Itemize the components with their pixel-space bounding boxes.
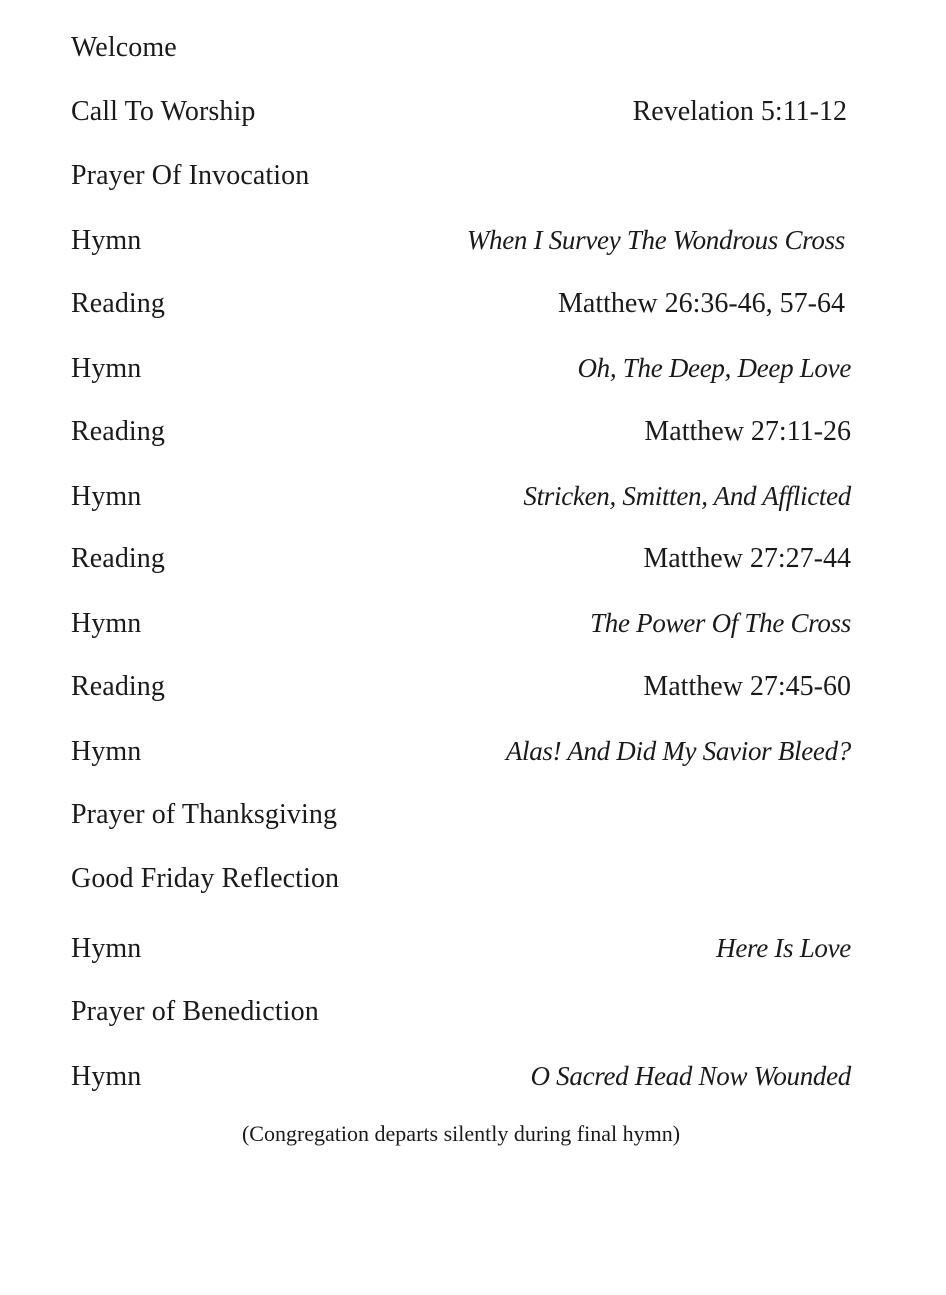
hymn-title: Stricken, Smitten, And Afflicted — [523, 481, 851, 511]
service-item-hymn — [71, 1056, 851, 1096]
scripture-reference: Matthew 27:27-44 — [643, 543, 851, 574]
service-item-label: Hymn — [71, 736, 142, 767]
service-item-label: Reading — [71, 671, 166, 702]
scripture-reference: Matthew 27:45-60 — [643, 671, 851, 702]
service-item-label: Prayer Of Invocation — [71, 160, 310, 191]
service-item-call-to-worship — [71, 92, 851, 132]
service-item-label: Prayer of Thanksgiving — [71, 799, 338, 830]
service-item-label: Call To Worship — [71, 96, 256, 127]
service-item-prayer-of-thanksgiving — [71, 795, 851, 835]
scripture-reference: Matthew 26:36-46, 57-64 — [558, 288, 845, 319]
service-item-welcome — [71, 28, 851, 68]
service-item-reading — [71, 412, 851, 452]
service-item-label: Good Friday Reflection — [71, 863, 340, 894]
service-item-label: Hymn — [71, 1061, 142, 1092]
service-item-label: Reading — [71, 416, 166, 447]
service-item-label: Hymn — [71, 225, 142, 256]
hymn-title: When I Survey The Wondrous Cross — [466, 225, 845, 255]
scripture-reference: Matthew 27:11-26 — [644, 416, 851, 447]
service-item-label: Hymn — [71, 608, 142, 639]
service-item-label: Reading — [71, 543, 166, 574]
hymn-title: The Power Of The Cross — [590, 608, 851, 638]
service-item-hymn — [71, 731, 851, 771]
service-item-hymn — [71, 220, 851, 260]
service-item-label: Prayer of Benediction — [71, 996, 319, 1027]
service-item-label: Hymn — [71, 481, 142, 512]
hymn-title: Here Is Love — [716, 933, 851, 963]
service-item-reading — [71, 667, 851, 707]
service-item-prayer-of-invocation — [71, 156, 851, 196]
service-item-reading — [71, 284, 851, 324]
service-item-hymn — [71, 928, 851, 968]
service-item-hymn — [71, 603, 851, 643]
service-item-label: Hymn — [71, 933, 142, 964]
service-item-good-friday-reflection — [71, 859, 851, 899]
service-item-label: Hymn — [71, 353, 142, 384]
hymn-title: Oh, The Deep, Deep Love — [577, 353, 851, 383]
service-item-label: Reading — [71, 288, 166, 319]
service-item-reading — [71, 539, 851, 579]
service-item-hymn — [71, 348, 851, 388]
service-item-label: Welcome — [71, 32, 177, 63]
service-item-hymn — [71, 476, 851, 516]
scripture-reference: Revelation 5:11-12 — [632, 96, 847, 127]
hymn-title: Alas! And Did My Savior Bleed? — [505, 736, 851, 766]
closing-note: (Congregation departs silently during final hymn) — [241, 1121, 681, 1146]
hymn-title: O Sacred Head Now Wounded — [530, 1061, 851, 1091]
service-item-prayer-of-benediction — [71, 992, 851, 1032]
